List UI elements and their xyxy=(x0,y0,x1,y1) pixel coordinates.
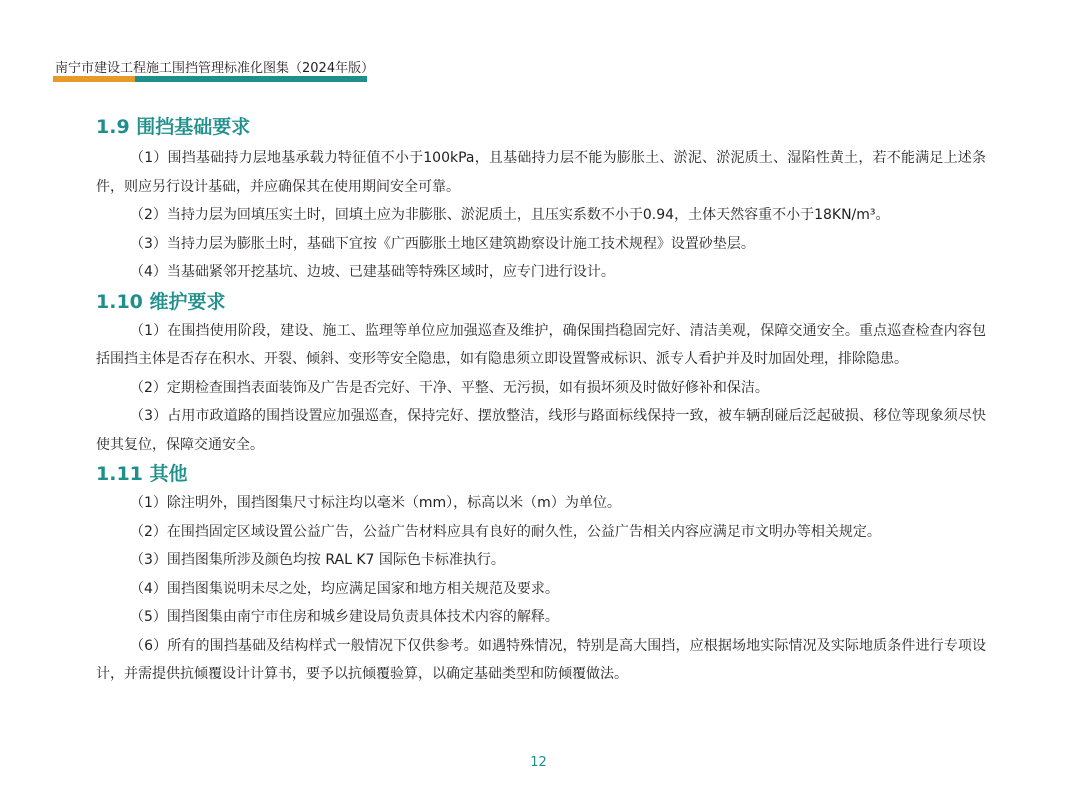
paragraph: （1）在围挡使用阶段，建设、施工、监理等单位应加强巡查及维护，确保围挡稳固完好、清洁美观，保障交通安全。重点巡查检查内容包括围挡主体是否存在积水、开裂、倾斜、变形等安全隐患，如有隐患须立即设置警戒标识、派专人看护并及时加固处理，排除隐患。 xyxy=(96,322,986,367)
paragraph: （1）除注明外，围挡图集尺寸标注均以毫米（mm），标高以米（m）为单位。 xyxy=(130,495,621,511)
page-content xyxy=(96,112,986,689)
section-title-1-10: 1.10 维护要求 xyxy=(96,290,226,313)
paragraph: （2）当持力层为回填压实土时，回填土应为非膨胀、淤泥质土，且压实系数不小于0.94，土体天然容重不小于18KN/m³。 xyxy=(130,207,890,223)
paragraph: （1）围挡基础持力层地基承载力特征值不小于100kPa，且基础持力层不能为膨胀土、淤泥、淤泥质土、湿陷性黄土，若不能满足上述条件，则应另行设计基础，并应确保其在使用期间安全可靠。 xyxy=(96,150,986,195)
header-accent-bar-orange xyxy=(53,76,135,82)
paragraph: （3）当持力层为膨胀土时，基础下宜按《广西膨胀土地区建筑勘察设计施工技术规程》设置砂垫层。 xyxy=(130,235,755,252)
section-title-1-11: 1.11 其他 xyxy=(96,463,188,485)
paragraph: （3）围挡图集所涉及颜色均按 RAL K7 国际色卡标准执行。 xyxy=(130,552,505,568)
paragraph: （4）围挡图集说明未尽之处，均应满足国家和地方相关规范及要求。 xyxy=(130,580,559,597)
page-number: 12 xyxy=(530,755,547,770)
paragraph: （3）占用市政道路的围挡设置应加强巡查，保持完好、摆放整洁，线形与路面标线保持一致，被车辆刮碰后泛起破损、移位等现象须尽快使其复位，保障交通安全。 xyxy=(96,408,986,453)
document-header-title: 南宁市建设工程施工围挡管理标准化图集（2024年版） xyxy=(55,61,375,76)
section-title-1-9: 1.9 围挡基础要求 xyxy=(96,116,251,138)
paragraph: （2）在围挡固定区域设置公益广告，公益广告材料应具有良好的耐久性，公益广告相关内容应满足市文明办等相关规定。 xyxy=(130,523,881,540)
paragraph: （2）定期检查围挡表面装饰及广告是否完好、干净、平整、无污损，如有损坏须及时做好修补和保洁。 xyxy=(130,379,769,396)
paragraph: （6）所有的围挡基础及结构样式一般情况下仅供参考。如遇特殊情况，特别是高大围挡，应根据场地实际情况及实际地质条件进行专项设计，并需提供抗倾覆设计计算书，要予以抗倾覆验算，以确定基础类型和防倾覆做法。 xyxy=(96,637,986,682)
paragraph: （5）围挡图集由南宁市住房和城乡建设局负责具体技术内容的解释。 xyxy=(130,609,559,625)
header-accent-bar-teal xyxy=(135,76,367,82)
paragraph: （4）当基础紧邻开挖基坑、边坡、已建基础等特殊区域时，应专门进行设计。 xyxy=(130,264,615,280)
